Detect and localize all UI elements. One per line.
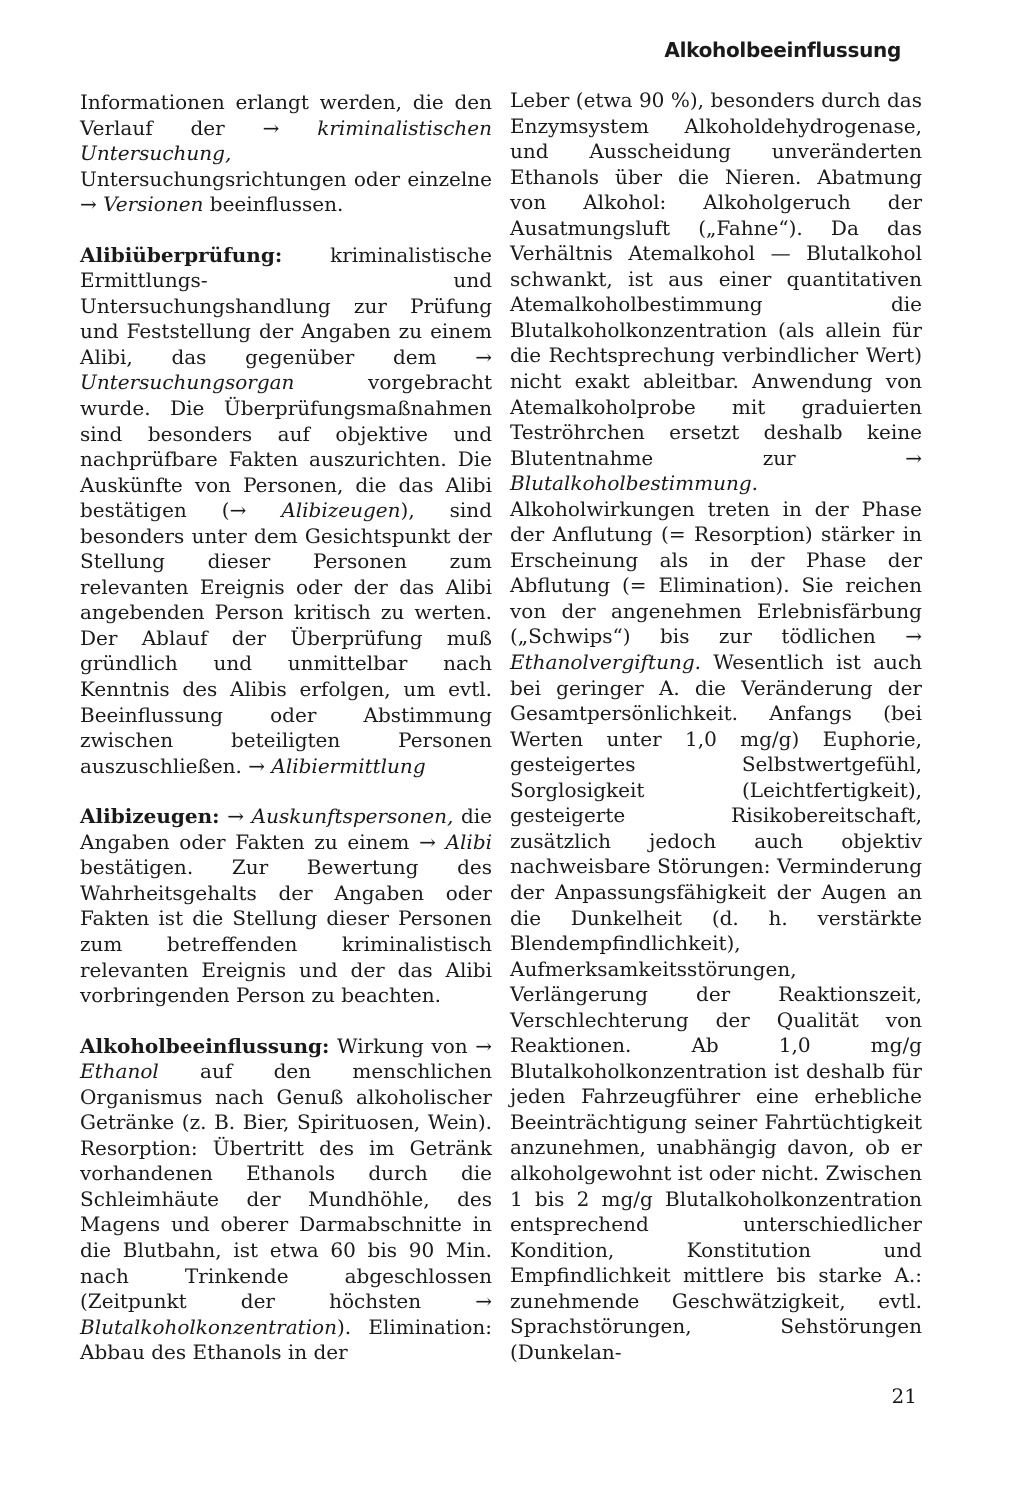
cross-reference: Versionen: [103, 192, 204, 217]
entry-alkoholbeeinflussung-continued: Leber (etwa 90 %), besonders durch das Enzymsystem Alkoholdehydrogenase, und Ausscheidung unveränderten Ethanols über die Nieren. Abatmung von Alkohol: Alkoholgeruch der Ausatmungsluft („Fahne“). Da das Verhältnis Atemalkohol — Blutalkohol schwankt, ist aus einer quantitativen Atemalkoholbestimmung die Blutalkoholkonzentration (als allein für die Rechtsprechung verbindlicher Wert) nicht exakt ableitbar. Anwendung von Atemalkoholprobe mit graduierten Teströhrchen ersetzt deshalb keine Blutentnahme zur → Blutalkoholbestimmung. Alkoholwirkungen treten in der Phase der Anflutung (= Resorption) stärker in Erscheinung als in der Phase der Abflutung (= Elimination). Sie reichen von der angenehmen Erlebnisfärbung („Schwips“) bis zur tödlichen → Ethanolvergiftung. Wesentlich ist auch bei geringer A. die Veränderung der Gesamtpersönlichkeit. Anfangs (bei Werten unter 1,0 mg/g) Euphorie, gesteigertes Selbstwertgefühl, Sorglosigkeit (Leichtfertigkeit), gesteigerte Risikobereitschaft, zusätzlich jedoch auch objektiv nachweisbare Störungen: Verminderung der Anpassungsfähigkeit der Augen an die Dunkelheit (d. h. verstärkte Blendempfindlichkeit), Aufmerksamkeitsstörungen, Verlängerung der Reaktionszeit, Verschlechterung der Qualität von Reaktionen. Ab 1,0 mg/g Blutalkoholkonzentration ist deshalb für jeden Fahrzeugführer eine erhebliche Beeinträchtigung seiner Fahrtüchtigkeit anzunehmen, unabhängig davon, ob er alkoholgewohnt ist oder nicht. Zwischen 1 bis 2 mg/g Blutalkoholkonzentration entsprechend unterschiedlicher Kondition, Konstitution und Empfindlichkeit mittlere bis starke A.: zunehmende Geschwätzigkeit, evtl. Sprachstörungen, Sehstörungen (Dunkelan-: [510, 88, 922, 1364]
cross-reference: Alibiermittlung: [271, 753, 426, 778]
entry-title: Alkoholbeeinflussung:: [80, 1033, 330, 1058]
arrow-icon: →: [475, 344, 492, 369]
running-header: Alkoholbeeinflussung: [664, 38, 901, 62]
cross-reference: kriminalistischen Untersuchung,: [80, 115, 492, 166]
arrow-icon: →: [905, 624, 922, 649]
entry-alibizeugen: Alibizeugen: → Auskunftspersonen, die Angaben oder Fakten zu einem → Alibi bestätigen. Zur Bewertung des Wahrheitsgehalts der Angaben oder Fakten ist die Stellung dieser Personen zum betreffenden kriminalistisch relevanten Ereignis und der das Alibi vorbringenden Person zu beachten.: [80, 804, 493, 1008]
left-column: [80, 90, 492, 1366]
cross-reference: Alibizeugen: [281, 498, 401, 523]
cross-reference: Blutalkoholbestimmung.: [510, 471, 758, 496]
cross-reference: Untersuchungsorgan: [80, 370, 295, 395]
arrow-icon: →: [419, 829, 436, 854]
cross-reference: Blutalkoholkonzentration: [80, 1314, 337, 1339]
arrow-icon: →: [262, 115, 280, 140]
entry-alkoholbeeinflussung: Alkoholbeeinflussung: Wirkung von → Ethanol auf den menschlichen Organismus nach Genuß alkoholischer Getränke (z. B. Bier, Spirituosen, Wein). Resorption: Übertritt des im Getränk vorhandenen Ethanols durch die Schleimhäute der Mundhöhle, des Magens und oberer Darmabschnitte in die Blutbahn, ist etwa 60 bis 90 Min. nach Trinkende abgeschlossen (Zeitpunkt der höchsten → Blutalkoholkonzentration). Elimination: Abbau des Ethanols in der: [80, 1033, 492, 1365]
cross-reference: Ethanolvergiftung.: [510, 650, 702, 675]
arrow-icon: →: [475, 1289, 492, 1314]
right-column: [510, 88, 922, 1365]
entry-title: Alibizeugen:: [80, 804, 220, 829]
arrow-icon: →: [229, 498, 247, 523]
arrow-icon: →: [475, 1033, 492, 1058]
entry-continuation: Informationen erlangt werden, die den Verlauf der → kriminalistischen Untersuchung, Untersuchungsrichtungen oder einzelne → Versionen beeinflussen.: [80, 90, 492, 217]
arrow-icon: →: [248, 753, 266, 778]
entry-alibiueberpruefung: Alibiüberprüfung: kriminalistische Ermittlungs- und Untersuchungshandlung zur Prüfung und Feststellung der Angaben zu einem Alibi, das gegenüber dem → Untersuchungsorgan vorgebracht wurde. Die Überprüfungsmaßnahmen sind besonders auf objektive und nachprüfbare Fakten auszurichten. Die Auskünfte von Personen, die das Alibi bestätigen (→ Alibizeugen), sind besonders unter dem Gesichtspunkt der Stellung dieser Personen zum relevanten Ereignis oder der das Alibi angebenden Person kritisch zu werten. Der Ablauf der Überprüfung muß gründlich und unmittelbar nach Kenntnis des Alibis erfolgen, um evtl. Beeinflussung oder Abstimmung zwischen beteiligten Personen auszuschließen. → Alibiermittlung: [80, 242, 492, 778]
cross-reference: Auskunftspersonen,: [251, 804, 454, 829]
arrow-icon: →: [905, 445, 922, 470]
page-number: 21: [891, 1384, 917, 1408]
entry-title: Alibiüberprüfung:: [80, 242, 283, 267]
cross-reference: Ethanol: [80, 1059, 159, 1084]
arrow-icon: →: [80, 192, 97, 217]
arrow-icon: →: [227, 804, 244, 829]
cross-reference: Alibi: [445, 829, 493, 854]
